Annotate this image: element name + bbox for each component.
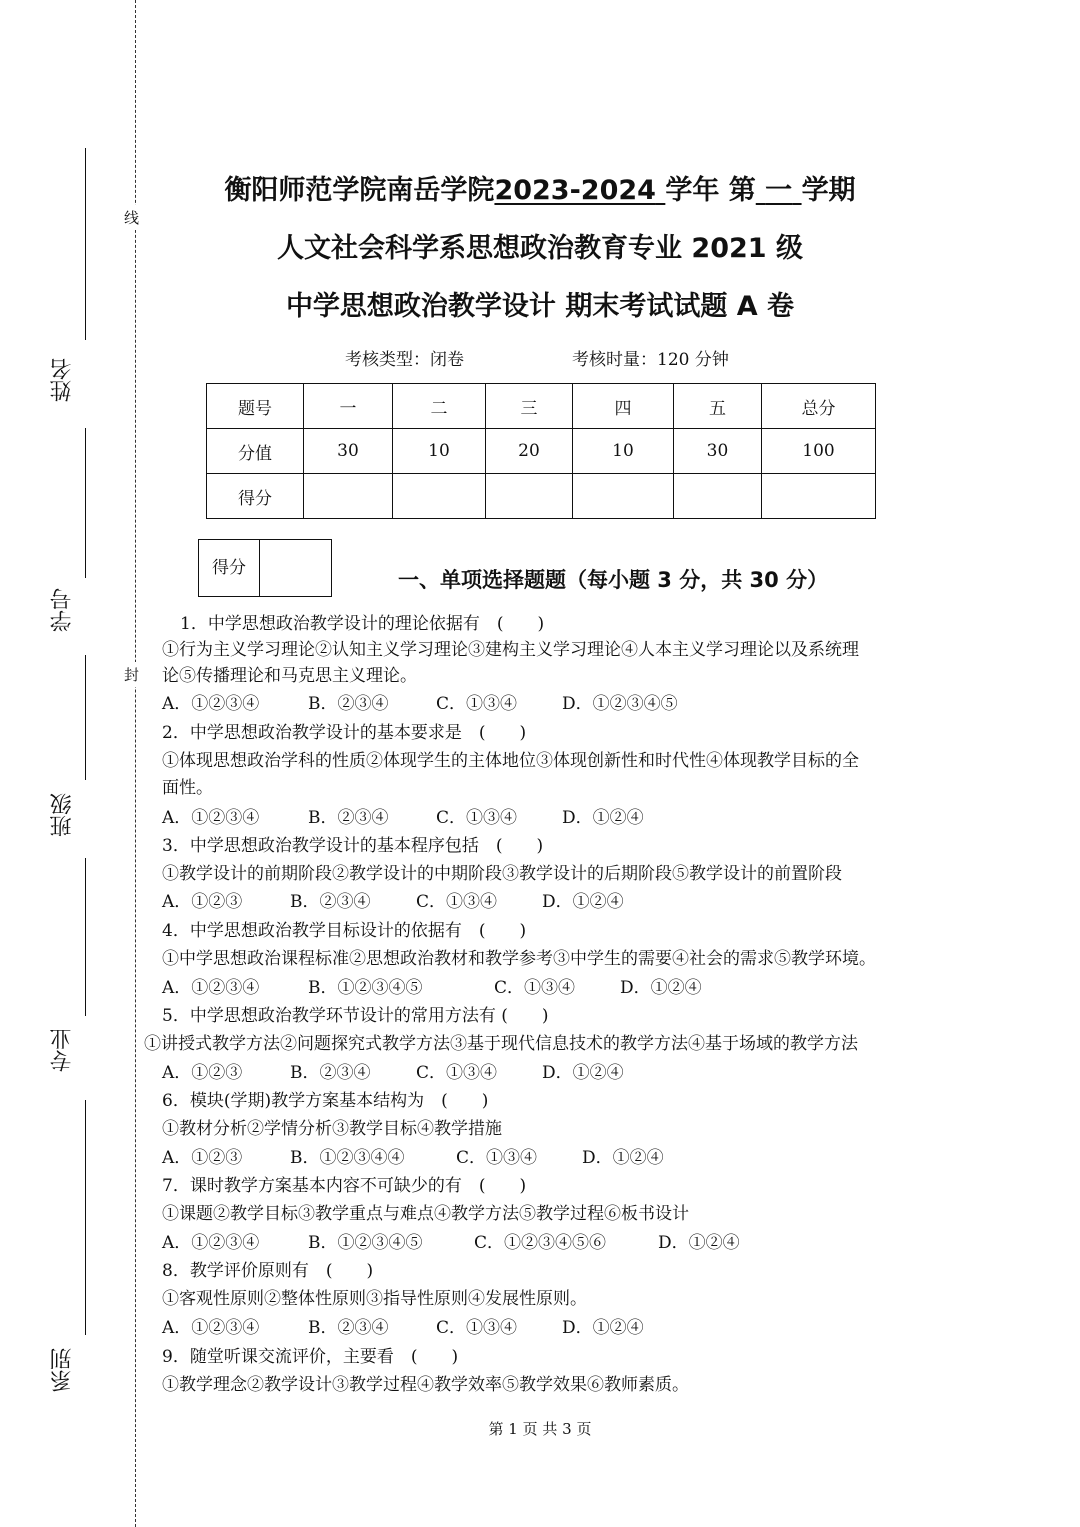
question-stem: 5．中学思想政治教学环节设计的常用方法有 ( ) (162, 1006, 549, 1026)
department-field[interactable] (85, 1100, 86, 1335)
table-cell: 一 (304, 384, 393, 429)
option-b[interactable]: B．①②③④⑤ (308, 978, 423, 998)
option-c[interactable]: C．①②③④⑤⑥ (474, 1233, 607, 1253)
section-score-box (198, 539, 332, 597)
score-table-earned-row (207, 474, 876, 519)
question-stem: 9．随堂听课交流评价，主要看 ( ) (162, 1347, 459, 1367)
class-field[interactable] (85, 655, 86, 780)
department-label: 系别 (50, 1348, 75, 1392)
major-label: 专业 (50, 1028, 75, 1072)
table-cell: 分值 (207, 429, 304, 474)
question-stem: 3．中学思想政治教学设计的基本程序包括 ( ) (162, 836, 544, 856)
question-item: ①体现思想政治学科的性质②体现学生的主体地位③体现创新性和时代性④体现教学目标的全 (162, 751, 859, 771)
table-cell: 题号 (207, 384, 304, 429)
option-d[interactable]: D．①②④ (658, 1233, 740, 1253)
title-line-2: 人文社会科学系思想政治教育专业 2021 级 (277, 233, 803, 264)
exam-type: 考核类型：闭卷 (345, 350, 464, 370)
question-stem: 6．模块(学期)教学方案基本结构为 ( ) (162, 1091, 489, 1111)
term-suffix: 学期 (801, 175, 856, 206)
question-item: ①讲授式教学方法②问题探究式教学方法③基于现代信息技术的教学方法④基于场域的教学方法 (144, 1034, 858, 1054)
score-entry-cell[interactable] (573, 474, 674, 519)
major-field[interactable] (85, 858, 86, 1016)
option-b[interactable]: B．②③④ (308, 1318, 389, 1338)
option-c[interactable]: C．①③④ (416, 892, 498, 912)
table-cell: 100 (762, 429, 876, 474)
table-cell: 总分 (762, 384, 876, 429)
option-c[interactable]: C．①③④ (494, 978, 576, 998)
score-table (206, 383, 876, 519)
option-a[interactable]: A．①②③④ (162, 694, 260, 714)
table-cell: 20 (486, 429, 573, 474)
question-item: 论⑤传播理论和马克思主义理论。 (162, 666, 417, 686)
score-table-header-row (207, 384, 876, 429)
question-item: ①课题②教学目标③教学重点与难点④教学方法⑤教学过程⑥板书设计 (162, 1204, 689, 1224)
option-d[interactable]: D．①②③④⑤ (562, 694, 678, 714)
score-table-points-row (207, 429, 876, 474)
option-d[interactable]: D．①②④ (542, 892, 624, 912)
question-stem: 1．中学思想政治教学设计的理论依据有 ( ) (180, 614, 545, 634)
option-a[interactable]: A．①②③④ (162, 808, 260, 828)
question-item: ①客观性原则②整体性原则③指导性原则④发展性原则。 (162, 1289, 587, 1309)
option-d[interactable]: D．①②④ (562, 1318, 644, 1338)
option-a[interactable]: A．①②③④ (162, 1233, 260, 1253)
option-a[interactable]: A．①②③ (162, 1063, 243, 1083)
question-item: ①中学思想政治课程标准②思想政治教材和教学参考③中学生的需要④社会的需求⑤教学环境。 (162, 949, 876, 969)
class-label: 班级 (50, 793, 75, 837)
question-item: ①教材分析②学情分析③教学目标④教学措施 (162, 1119, 502, 1139)
question-stem: 8．教学评价原则有 ( ) (162, 1261, 374, 1281)
score-entry-cell[interactable] (304, 474, 393, 519)
student-id-label: 学号 (50, 588, 75, 632)
title-line-1 (140, 168, 940, 207)
name-label: 姓名 (50, 358, 75, 402)
option-d[interactable]: D．①②④ (562, 808, 644, 828)
option-c[interactable]: C．①③④ (456, 1148, 538, 1168)
question-stem: 2．中学思想政治教学设计的基本要求是 ( ) (162, 723, 527, 743)
option-a[interactable]: A．①②③④ (162, 978, 260, 998)
option-d[interactable]: D．①②④ (620, 978, 702, 998)
question-item: ①行为主义学习理论②认知主义学习理论③建构主义学习理论④人本主义学习理论以及系统理 (162, 640, 859, 660)
option-d[interactable]: D．①②④ (542, 1063, 624, 1083)
line-marker: 线 (124, 205, 139, 230)
title-line-3: 中学思想政治教学设计 期末考试试题 A 卷 (285, 291, 795, 322)
option-a[interactable]: A．①②③④ (162, 1318, 260, 1338)
table-cell: 10 (393, 429, 486, 474)
question-item: 面性。 (162, 778, 213, 798)
option-d[interactable]: D．①②④ (582, 1148, 664, 1168)
option-a[interactable]: A．①②③ (162, 892, 243, 912)
option-b[interactable]: B．②③④ (290, 892, 371, 912)
term-number (756, 175, 802, 206)
academic-year (494, 175, 665, 206)
table-cell: 得分 (207, 474, 304, 519)
score-entry-cell[interactable] (762, 474, 876, 519)
score-entry-cell[interactable] (486, 474, 573, 519)
option-b[interactable]: B．②③④ (308, 808, 389, 828)
table-cell: 30 (304, 429, 393, 474)
exam-time: 考核时量：120 分钟 (572, 350, 729, 370)
table-cell: 30 (674, 429, 762, 474)
question-item: ①教学设计的前期阶段②教学设计的中期阶段③教学设计的后期阶段⑤教学设计的前置阶段 (162, 864, 842, 884)
school-name: 衡阳师范学院南岳学院 (224, 175, 495, 206)
table-cell: 四 (573, 384, 674, 429)
option-b[interactable]: B．②③④ (290, 1063, 371, 1083)
term-prefix: 学年 第 (665, 175, 756, 206)
option-c[interactable]: C．①③④ (436, 1318, 518, 1338)
term-number-text: 一 (765, 175, 793, 206)
table-cell: 三 (486, 384, 573, 429)
question-stem: 7．课时教学方案基本内容不可缺少的有 ( ) (162, 1176, 527, 1196)
option-b[interactable]: B．①②③④⑤ (308, 1233, 423, 1253)
question-stem: 4．中学思想政治教学目标设计的依据有 ( ) (162, 921, 527, 941)
name-field[interactable] (85, 148, 86, 340)
score-entry-cell[interactable] (674, 474, 762, 519)
question-item: ①教学理念②教学设计③教学过程④教学效率⑤教学效果⑥教师素质。 (162, 1375, 689, 1395)
option-b[interactable]: B．①②③④④ (290, 1148, 405, 1168)
table-cell: 10 (573, 429, 674, 474)
seal-marker: 封 (124, 662, 139, 687)
score-entry-cell[interactable] (393, 474, 486, 519)
option-a[interactable]: A．①②③ (162, 1148, 243, 1168)
table-cell: 二 (393, 384, 486, 429)
page-footer: 第 1 页 共 3 页 (488, 1420, 592, 1438)
section-score-label: 得分 (199, 540, 260, 596)
option-c[interactable]: C．①③④ (436, 694, 518, 714)
student-id-field[interactable] (85, 428, 86, 578)
section-title: 一、单项选择题题（每小题 3 分，共 30 分） (398, 568, 829, 592)
academic-year-text: 2023-2024 (494, 175, 656, 206)
option-c[interactable]: C．①③④ (436, 808, 518, 828)
option-c[interactable]: C．①③④ (416, 1063, 498, 1083)
table-cell: 五 (674, 384, 762, 429)
option-b[interactable]: B．②③④ (308, 694, 389, 714)
